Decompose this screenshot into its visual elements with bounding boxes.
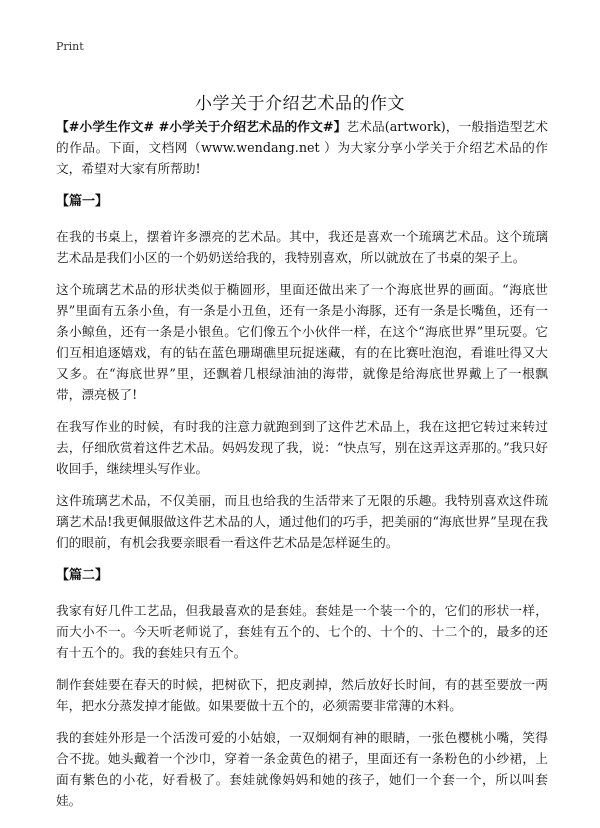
article-body [56,116,548,822]
print-label: Print [56,40,84,53]
page-title: 小学关于介绍艺术品的作文 [195,94,405,115]
section-1-paragraph-4: 这件琉璃艺术品，不仅美丽，而且也给我的生活带来了无限的乐趣。我特别喜欢这件琉璃艺术品!我更佩服做这件艺术品的人，通过他们的巧手，把美丽的“海底世界”呈现在我们的眼前，有机会我要亲眼看一看这件艺术品是怎样诞生的。 [56,493,548,550]
section-heading-1: 【篇一】 [56,194,109,209]
intro-tag: 【#小学生作文# #小学关于介绍艺术品的作文#】 [56,119,347,134]
section-heading-2: 【篇二】 [56,568,109,583]
section-1-paragraph-1: 在我的书桌上，摆着许多漂亮的艺术品。其中，我还是喜欢一个琉璃艺术品。这个琉璃艺术品是我们小区的一个奶奶送给我的，我特别喜欢，所以就放在了书桌的架子上。 [56,229,548,265]
intro-paragraph [56,116,548,179]
intro-text: 艺术品(artwork)，一般指造型艺术的作品。下面，文档网（www.wendang.net ）为大家分享小学关于介绍艺术品的作文，希望对大家有所帮助! [56,119,548,176]
section-2-paragraph-1: 我家有好几件工艺品，但我最喜欢的是套娃。套娃是一个装一个的，它们的形状一样，而大小不一。今天听老师说了，套娃有五个的、七个的、十个的、十二个的，最多的还有十五个的。我的套娃只有五个。 [56,603,548,660]
section-2-paragraph-3: 我的套娃外形是一个活泼可爱的小姑娘，一双炯炯有神的眼睛，一张色樱桃小嘴，笑得合不拢。她头戴着一个沙巾，穿着一条金黄色的裙子，里面还有一条粉色的小纱裙，上面有紫色的小花，好看极了。套娃就像妈妈和她的孩子，她们一个套一个，所以叫套娃。 [56,730,548,808]
section-1-paragraph-3: 在我写作业的时候，有时我的注意力就跑到到了这件艺术品上，我在这把它转过来转过去，仔细欣赏着这件艺术品。妈妈发现了我，说：“快点写，别在这弄这弄那的。”我只好收回手，继续埋头写作业。 [56,419,548,476]
section-1-paragraph-2: 这个琉璃艺术品的形状类似于椭圆形，里面还做出来了一个海底世界的画面。“海底世界”里面有五条小鱼，有一条是小丑鱼，还有一条是小海豚，还有一条是长嘴鱼，还有一条小鲸鱼，还有一条是小银鱼。它们像五个小伙伴一样，在这个“海底世界”里玩耍。它们互相追逐嬉戏，有的钻在蓝色珊瑚礁里玩捉迷藏，有的在比赛吐泡泡，看谁吐得又大又多。在“海底世界”里，还飘着几根绿油油的海带，就像是给海底世界戴上了一根飘带，漂亮极了! [56,282,548,402]
section-2-paragraph-2: 制作套娃要在春天的时候，把树砍下，把皮剥掉，然后放好长时间，有的甚至要放一两年，把水分蒸发掉才能做。如果要做十五个的，必须需要非常薄的木料。 [56,677,548,713]
